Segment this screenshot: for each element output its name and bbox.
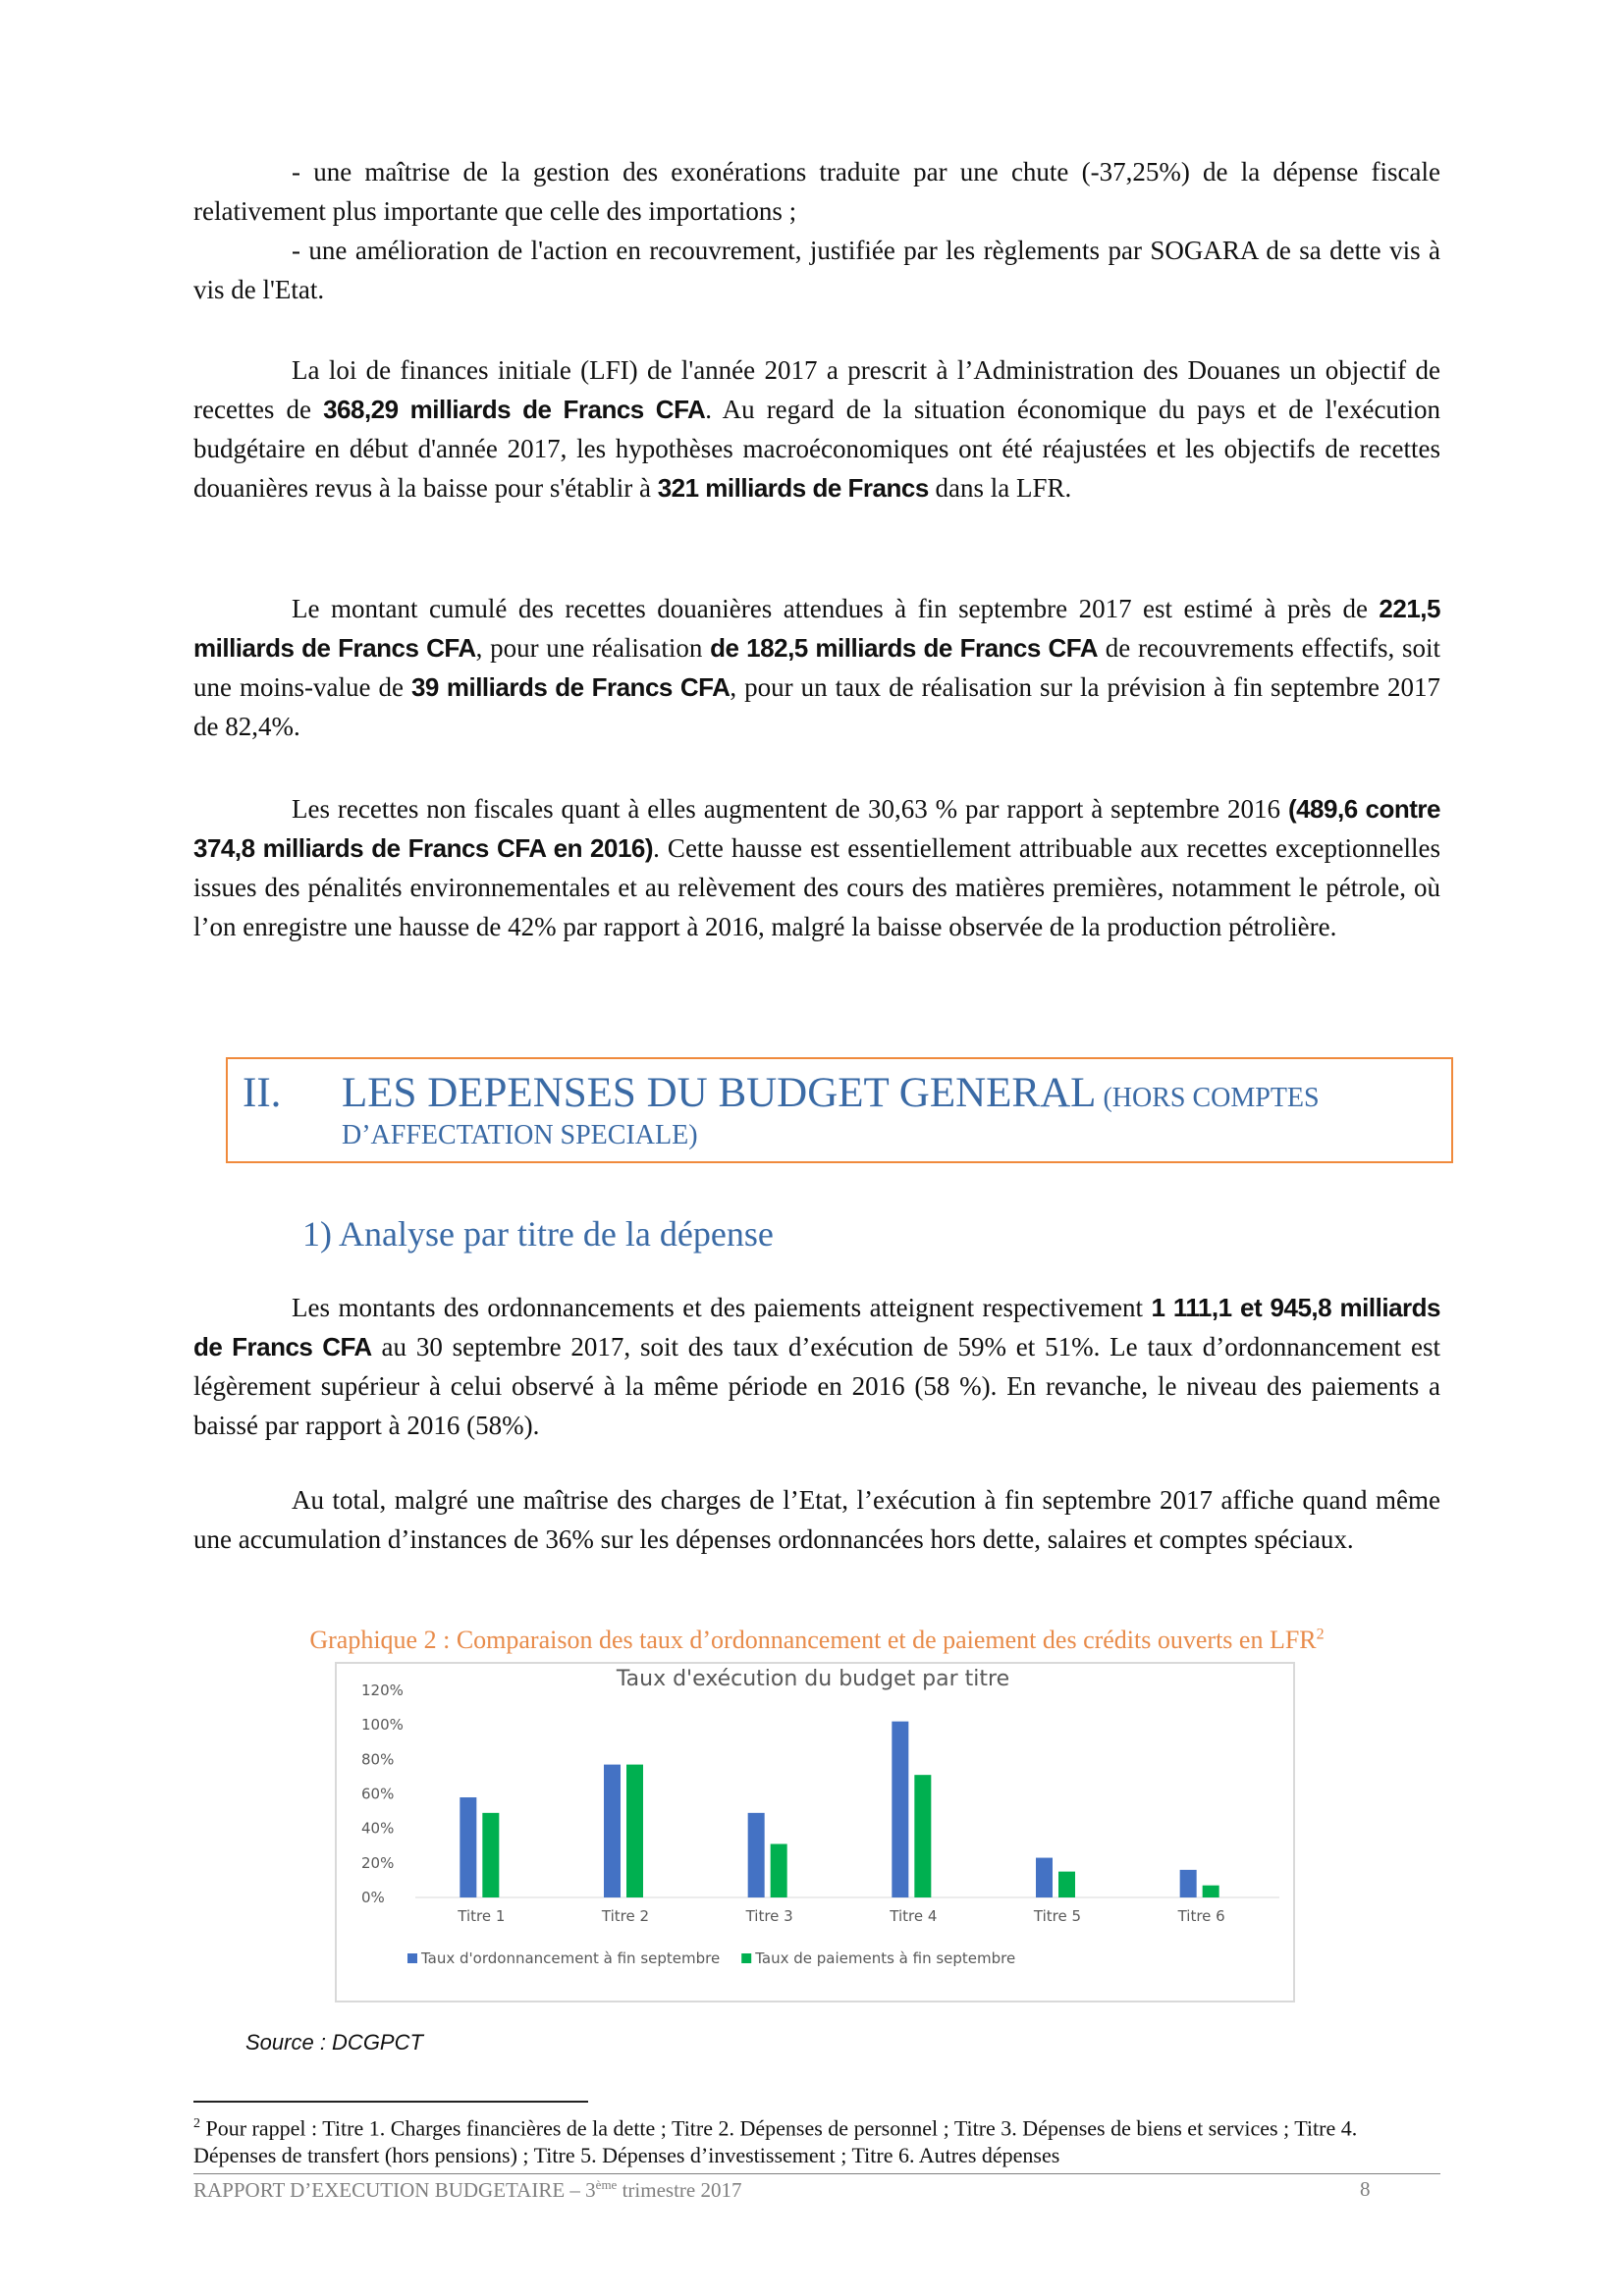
bold-amount: 321 milliards de Francs	[657, 473, 929, 503]
footnote-text: Pour rappel : Titre 1. Charges financières de la dette ; Titre 2. Dépenses de personnel ; Titre 3. Dépenses de biens et services ; Titre 4. Dépenses de transfert (hors pensions) ; Titre 5. Dépenses d’investissement ; Titre 6. Autres dépenses	[193, 2115, 1358, 2168]
section-title-main: LES DEPENSES DU BUDGET GENERAL	[342, 1070, 1097, 1116]
chart-title: Taux d'exécution du budget par titre	[616, 1667, 1010, 1691]
text-run: au 30 septembre 2017, soit des taux d’exécution de 59% et 51%. Le taux d’ordonnancement est légèrement supérieur à celui observé à la même période en 2016 (58 %). En revanche, le niveau des paiements a baissé par rapport à 2016 (58%).	[193, 1332, 1440, 1440]
paragraph-non-fiscales	[193, 789, 1440, 946]
x-tick-label: Titre 4	[890, 1907, 938, 1925]
paragraph-lfi	[193, 350, 1440, 507]
footnote-ref: 2	[1316, 1626, 1325, 1643]
bar-ordonnancement	[604, 1765, 621, 1897]
text-run: Le montant cumulé des recettes douanières attendues à fin septembre 2017 est estimé à près de	[292, 594, 1380, 623]
page-number: 8	[1360, 2177, 1371, 2201]
y-tick-label: 60%	[361, 1785, 395, 1803]
text-run: dans la LFR.	[928, 473, 1072, 503]
section-title	[342, 1069, 1320, 1117]
legend-label: Taux de paiements à fin septembre	[755, 1949, 1016, 1967]
footnote-number: 2	[193, 2116, 200, 2131]
legend-swatch	[741, 1953, 751, 1963]
paragraph-total	[193, 1480, 1440, 1559]
y-tick-label: 80%	[361, 1750, 395, 1769]
text-run: Les montants des ordonnancements et des paiements atteignent respectivement	[292, 1293, 1152, 1322]
paragraph-cumul	[193, 589, 1440, 746]
y-tick-label: 120%	[361, 1682, 404, 1699]
paragraph-total-text: Au total, malgré une maîtrise des charges de l’Etat, l’exécution à fin septembre 2017 affiche quand même une accumulation d’instances de 36% sur les dépenses ordonnancées hors dette, salaires et comptes spéciaux.	[193, 1485, 1440, 1554]
bar-paiement	[482, 1813, 499, 1897]
y-tick-label: 20%	[361, 1853, 395, 1872]
intro-bullet-1: - une maîtrise de la gestion des exonérations traduite par une chute (-37,25%) de la dépense fiscale relativement plus importante que celle des importations ;	[193, 157, 1440, 226]
bold-amount: 1 111,1 et 945,8 milliards de Francs CFA	[193, 1293, 1440, 1362]
footnote	[193, 2110, 1440, 2169]
text-run: , pour une réalisation	[475, 633, 711, 663]
bar-paiement	[771, 1843, 787, 1897]
legend-swatch	[407, 1953, 417, 1963]
text-run: . Au regard de la situation économique du pays et de l'exécution budgétaire en début d'année 2017, les hypothèses macroéconomiques ont été réajustées et les objectifs de recettes douanières revus à la baisse pour s'établir à	[193, 395, 1440, 503]
legend-label: Taux d'ordonnancement à fin septembre	[421, 1949, 721, 1967]
bar-ordonnancement	[460, 1797, 476, 1897]
intro-bullet-2: - une amélioration de l'action en recouvrement, justifiée par les règlements par SOGARA de sa dette vis à vis de l'Etat.	[193, 236, 1440, 304]
bold-amount: de 182,5 milliards de Francs CFA	[710, 633, 1099, 663]
bold-amount: 368,29 milliards de Francs CFA	[323, 395, 706, 424]
bar-paiement	[1203, 1886, 1219, 1897]
graph-caption-text: Graphique 2 : Comparaison des taux d’ordonnancement et de paiement des crédits ouverts en LFR	[309, 1626, 1317, 1654]
x-tick-label: Titre 1	[458, 1907, 506, 1925]
bar-chart	[337, 1664, 1293, 2001]
x-tick-label: Titre 5	[1033, 1907, 1082, 1925]
bar-ordonnancement	[1036, 1858, 1053, 1897]
y-tick-label: 40%	[361, 1819, 395, 1838]
text-run: , pour un taux de réalisation sur la prévision à fin septembre 2017 de 82,4%.	[193, 672, 1440, 741]
section-title-line2: D’AFFECTATION SPECIALE)	[342, 1120, 698, 1150]
bar-ordonnancement	[892, 1722, 908, 1897]
intro-bullets	[193, 152, 1440, 309]
text-run: La loi de finances initiale (LFI) de l'année 2017 a prescrit à l’Administration des Douanes un objectif de recettes de	[193, 355, 1440, 424]
bar-paiement	[1058, 1872, 1075, 1897]
section-number: II.	[243, 1070, 282, 1116]
footer-separator	[193, 2173, 1440, 2174]
chart-container	[335, 1662, 1295, 2002]
footer-text: trimestre 2017	[617, 2178, 742, 2202]
footnote-separator	[193, 2101, 588, 2103]
paragraph-montants	[193, 1288, 1440, 1445]
bold-amount: 39 milliards de Francs CFA	[410, 672, 731, 702]
y-tick-label: 100%	[361, 1716, 404, 1735]
text-run: de recouvrements effectifs, soit une moins-value de	[193, 633, 1441, 702]
text-run: . Cette hausse est essentiellement attribuable aux recettes exceptionnelles issues des pénalités environnementales et au relèvement des cours des matières premières, notamment le pétrole, où l’on enregistre une hausse de 42% par rapport à 2016, malgré la baisse observée de la production pétrolière.	[193, 833, 1440, 941]
bar-ordonnancement	[748, 1813, 765, 1897]
bar-paiement	[914, 1775, 931, 1897]
bar-paiement	[626, 1765, 643, 1897]
section-title-small: (HORS COMPTES	[1096, 1083, 1320, 1113]
text-run: Les recettes non fiscales quant à elles augmentent de 30,63 % par rapport à septembre 2016	[292, 794, 1288, 824]
subsection-title: 1) Analyse par titre de la dépense	[302, 1214, 774, 1254]
graph-caption	[193, 1626, 1440, 1655]
x-tick-label: Titre 2	[601, 1907, 650, 1925]
bar-ordonnancement	[1180, 1870, 1197, 1897]
x-tick-label: Titre 6	[1177, 1907, 1225, 1925]
bold-amount: 221,5 milliards de Francs CFA	[193, 594, 1440, 663]
footer-sup: ème	[595, 2177, 618, 2192]
source-note: Source : DCGPCT	[245, 2030, 423, 2055]
footer-text: RAPPORT D’EXECUTION BUDGETAIRE – 3	[193, 2178, 596, 2202]
y-tick-label: 0%	[361, 1889, 385, 1906]
footer-report-title	[193, 2177, 741, 2203]
bold-amount: (489,6 contre 374,8 milliards de Francs CFA en 2016)	[193, 794, 1441, 863]
section-heading-box	[226, 1057, 1453, 1163]
x-tick-label: Titre 3	[745, 1907, 793, 1925]
